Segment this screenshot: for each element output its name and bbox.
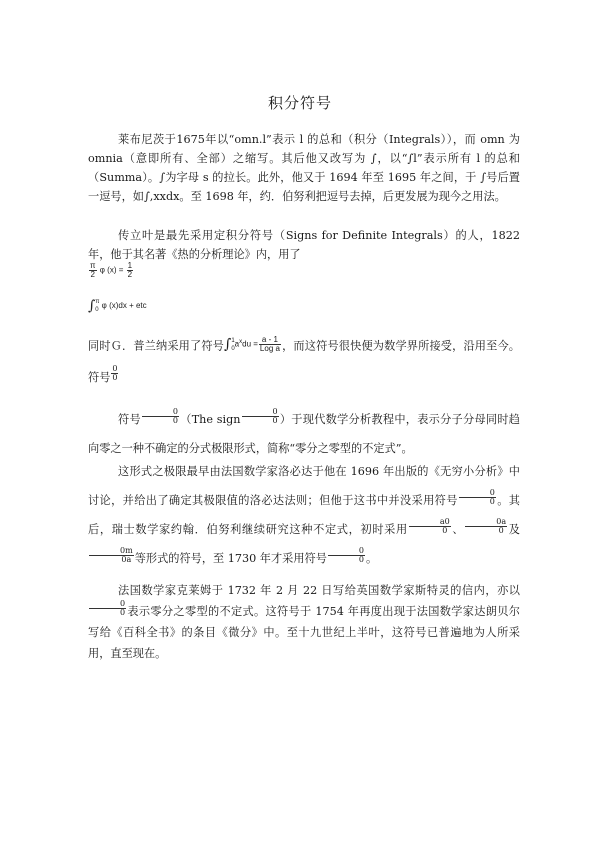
- formula-plana: ∫ 1 0 $a^xdu$ = $\frac{a - 1}{\text{Log a}}$: [224, 335, 280, 354]
- fraction-0a-over-0: $\frac{0a}{0}$: [465, 518, 507, 535]
- fraction-0m-over-0a: $\frac{0m}{0a}$: [89, 547, 134, 564]
- paragraph-cramer: 法国数学家克莱姆于 1732 年 2 月 22 日写给英国数学家斯特灵的信内，亦以 $\frac{0}{0}$ 表示零分之零型的不定式。这符号于 1754 年再度出现于法国数学家达朗贝尔写给《百科全书》的条目《微分》中。至十九世纪上半叶，这符号已普遍地为人所采用，直至现在。: [88, 584, 520, 660]
- zero-over-zero: $\frac{0}{0}$: [242, 408, 279, 425]
- fraction: $\frac{1}{2}$: [127, 261, 133, 279]
- fraction: $\frac{\pi}{2}$: [90, 261, 96, 279]
- fraction-a0-over-0: $\frac{a0}{0}$: [409, 518, 451, 535]
- zero-over-zero: $\frac{0}{0}$: [142, 408, 179, 425]
- paragraph-fourier: 传立叶是最先采用定积分符号（Signs for Definite Integrals）的人，1822年，他于其名著《热的分析理论》内，用了: [88, 229, 520, 261]
- page-title: 积分符号: [267, 94, 332, 112]
- zero-over-zero: $\frac{0}{0}$: [112, 364, 118, 383]
- paragraph-lhopital: 这形式之极限最早由法国数学家洛必达于他在 1696 年出版的《无穷小分析》中讨论，并给出了确定其极限值的洛必达法则；但他于这书中并没采用符号 $\frac{0}{0}$ 。其后，瑞士数学家约翰．伯努利继续研究这种不定式，初时采用 $\frac{a0}{0}$ 、 $\frac{0a}{0}$ 及 $\frac{0m}{0a}$ 等形式的符号，至 1730 年才采用符号 $\frac{0}{0}$ 。: [88, 465, 520, 565]
- paragraph-the-sign: 符号 $\frac{0}{0}$ （The sign $\frac{0}{0}$ ）于现代数学分析教程中，表示分子分母同时趋向零之一种不确定的分式极限形式，简称“零分之零型的不定式”。: [88, 406, 520, 455]
- formula-fourier-1: $\frac{\pi}{2}$ φ (x) = $\frac{1}{2}$: [90, 261, 133, 279]
- formula-fourier-2: ∫ π 0 φ (x)dx + etc: [88, 298, 147, 314]
- paragraph-leibniz: 莱布尼茨于1675年以“omn.l”表示 l 的总和（积分（Integrals）），而 omn 为 omnia（意即所有、全部）之缩写。其后他又改写为 ∫，以“∫l”表示所有 l 的总和（Summa）。∫为字母 s 的拉长。此外，他又于 1694 年至 1695 年之间，于 ∫号后置一逗号，如∫,xxdx。至 1698 年，约．伯努利把逗号去掉，后更发展为现今之用法。: [88, 133, 520, 203]
- zero-over-zero: $\frac{0}{0}$: [328, 547, 365, 564]
- integral-sign: ∫: [88, 298, 96, 314]
- zero-over-zero: $\frac{0}{0}$: [89, 600, 126, 617]
- zero-over-zero: $\frac{0}{0}$: [459, 489, 496, 506]
- paragraph-plana: 同时Ｇ．普兰纳采用了符号∫ 1 0 $a^xdu$ = $\frac{a - 1}{\text{Log a}}$ ，而这符号很快便为数学界所接受，沿用至今。符号 $\frac{0}{0}$: [88, 330, 520, 393]
